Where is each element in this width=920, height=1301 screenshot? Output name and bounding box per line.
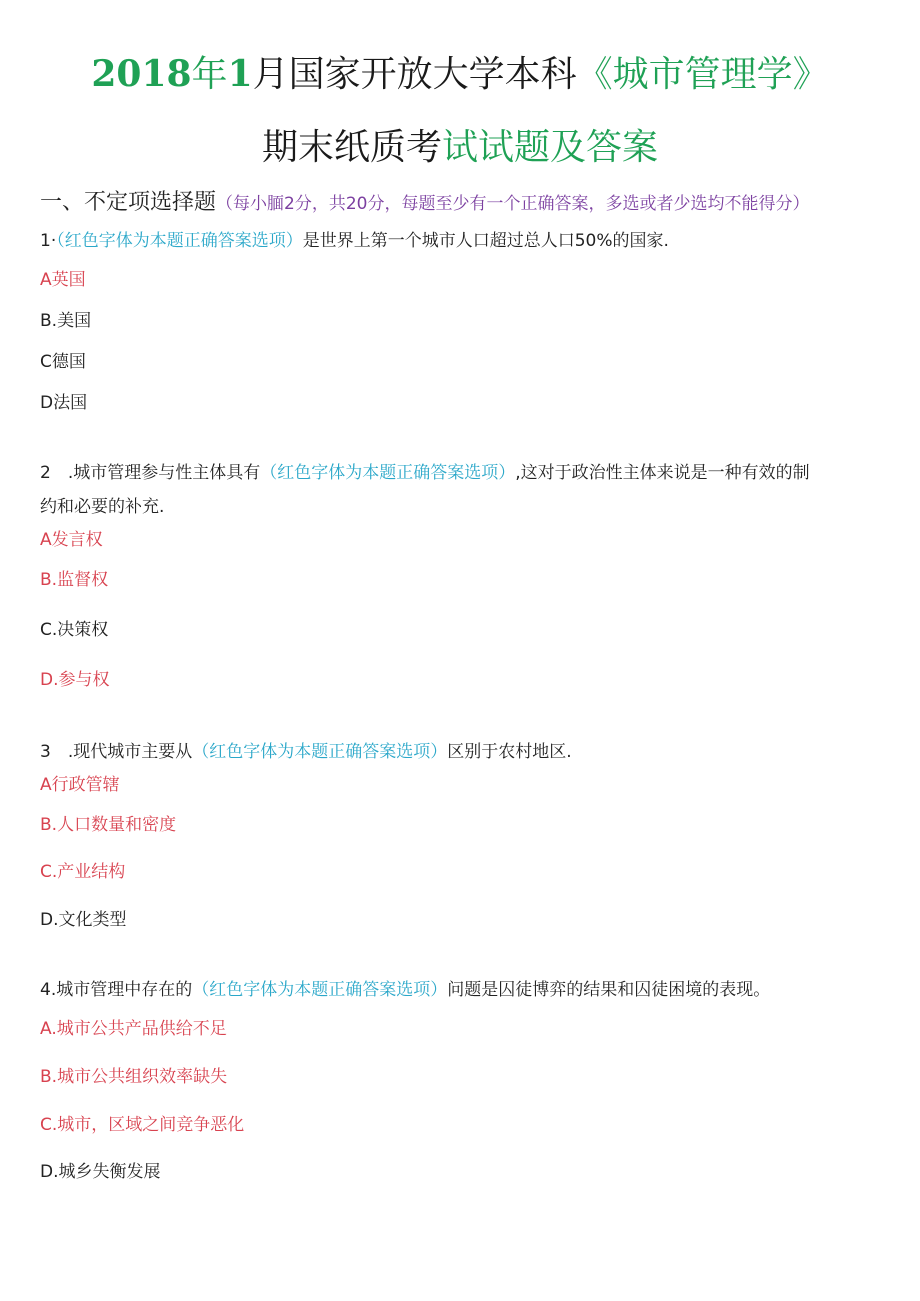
q2-option-b: B.监督权 [40, 570, 109, 590]
q4-option-d: D.城乡失衡发展 [40, 1162, 161, 1182]
q3-option-b: B.人口数量和密度 [40, 815, 177, 835]
question-2-hint: （红色字体为本题正确答案选项） [260, 463, 516, 483]
title-course: 《城市管理学》 [576, 54, 829, 95]
question-2 [40, 461, 810, 485]
question-2-suffix: ,这对于政治性主体来说是一种有效的制 [515, 463, 810, 483]
section-title: 一、不定项选择题 [40, 190, 217, 215]
title-year: 2018 [91, 53, 192, 95]
question-3-prefix: 3 .现代城市主要从 [40, 742, 193, 762]
q4-option-b: B.城市公共组织效率缺失 [40, 1067, 228, 1087]
document-subtitle [0, 124, 920, 172]
title-mid: 月国家开放大学本科 [252, 54, 577, 95]
question-1 [40, 229, 669, 253]
question-4 [40, 978, 770, 1002]
q3-option-c: C.产业结构 [40, 862, 126, 882]
q1-option-b: B.美国 [40, 311, 92, 331]
question-3-suffix: 区别于农村地区. [447, 742, 572, 762]
subtitle-green: 试试题及答案 [442, 127, 659, 168]
section-note: （每小腼2分，共20分，每题至少有一个正确答案，多选或者少选均不能得分） [216, 194, 810, 214]
q3-option-d: D.文化类型 [40, 910, 127, 930]
question-1-hint: （红色字体为本题正确答案选项） [56, 231, 303, 251]
q4-option-a: A.城市公共产品供给不足 [40, 1019, 227, 1039]
question-1-suffix: 是世界上第一个城市人口超过总人口50%的国家. [302, 231, 669, 251]
section-heading [40, 188, 809, 219]
question-4-suffix: 问题是囚徒博弈的结果和囚徒困境的表现。 [447, 980, 771, 1000]
question-2-line2: 约和必要的补充. [40, 497, 165, 517]
q1-option-c: C德国 [40, 352, 86, 372]
title-month: 1 [227, 53, 253, 95]
q4-option-c: C.城市，区域之间竞争恶化 [40, 1115, 245, 1135]
q2-option-d: D.参与权 [40, 670, 110, 690]
q2-option-c: C.决策权 [40, 620, 109, 640]
subtitle-black: 期末纸质考 [261, 127, 442, 168]
question-3 [40, 740, 572, 764]
q1-option-a: A英国 [40, 270, 86, 290]
title-nian: 年 [191, 54, 228, 95]
document-title [0, 50, 920, 99]
question-4-hint: （红色字体为本题正确答案选项） [192, 980, 448, 1000]
q2-option-a: A发言权 [40, 530, 103, 550]
q3-option-a: A行政管辖 [40, 775, 120, 795]
question-3-hint: （红色字体为本题正确答案选项） [192, 742, 448, 762]
question-4-prefix: 4.城市管理中存在的 [40, 980, 193, 1000]
question-2-prefix: 2 .城市管理参与性主体具有 [40, 463, 261, 483]
q1-option-d: D法国 [40, 393, 88, 413]
question-1-prefix: 1· [40, 231, 57, 251]
